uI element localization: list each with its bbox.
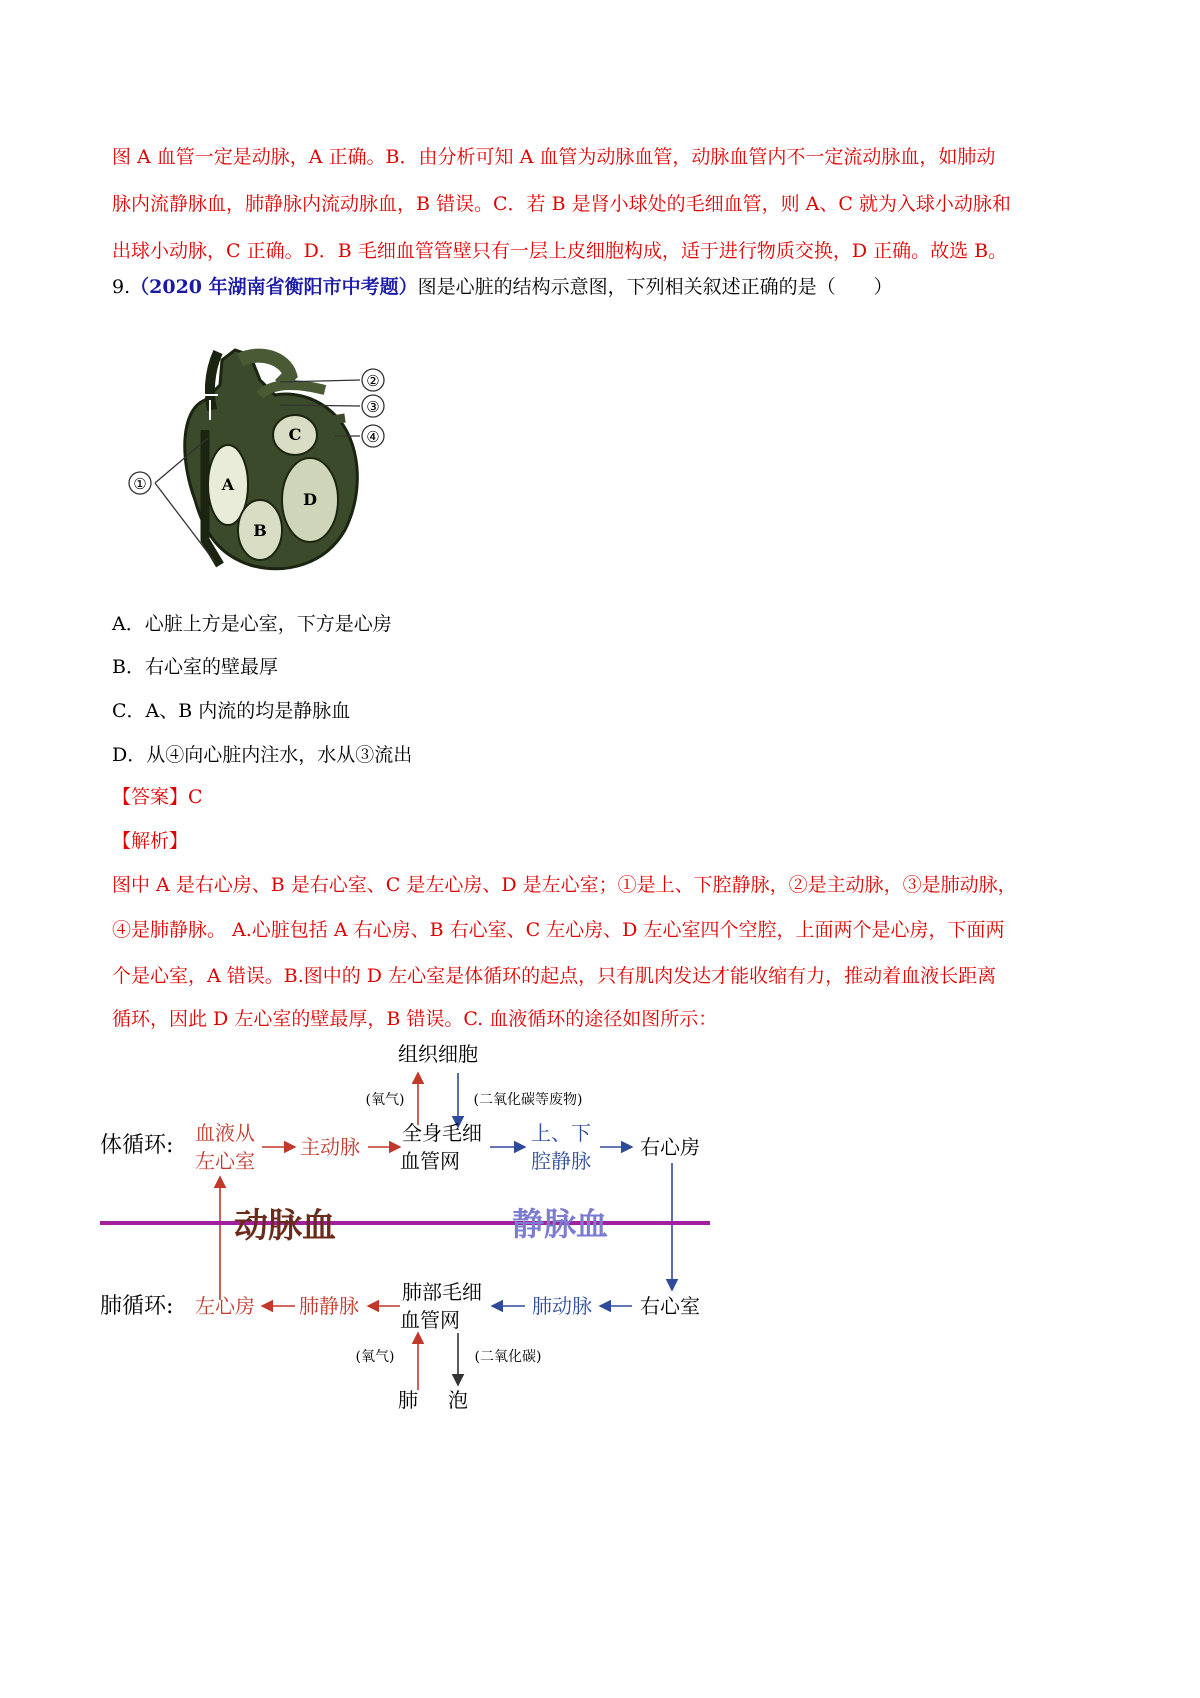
aorta: 主动脉	[300, 1135, 360, 1159]
oxygen-top: (氧气)	[365, 1092, 405, 1108]
analysis-line-1: 图中 A 是右心房、B 是右心室、C 是左心房、D 是左心室；①是上、下腔静脉，②是主动脉，③是肺动脉，	[112, 874, 1017, 896]
pulmonary-artery: 肺动脉	[532, 1294, 592, 1318]
co2-top: (二氧化碳等废物)	[473, 1092, 583, 1108]
systemic-capillary-1: 全身毛细	[402, 1121, 482, 1145]
alveoli-2: 泡	[448, 1388, 468, 1412]
heart-diagram	[110, 340, 410, 585]
label-C: C	[288, 425, 302, 444]
heart-illustration	[185, 350, 358, 569]
label-A: A	[221, 475, 235, 494]
analysis-line-4: 循环，因此 D 左心室的壁最厚，B 错误。C. 血液循环的途径如图所示：	[112, 1008, 718, 1030]
option-d: D．从④向心脏内注水，水从③流出	[112, 744, 413, 766]
analysis-line-2: ④是肺静脉。 A.心脏包括 A 右心房、B 右心室、C 左心房、D 左心室四个空腔，上面两个是心房，下面两	[112, 919, 1005, 941]
right-atrium: 右心房	[640, 1135, 700, 1159]
pulmonary-capillary-1: 肺部毛细	[402, 1280, 482, 1304]
label-B: B	[253, 521, 267, 540]
explanation-line-2: 脉内流静脉血，肺静脉内流动脉血，B 错误。C．若 B 是肾小球处的毛细血管，则 A、C 就为入球小动脉和	[112, 193, 1011, 215]
tissue-cells: 组织细胞	[398, 1042, 478, 1066]
option-b: B．右心室的壁最厚	[112, 656, 278, 678]
systemic-capillary-2: 血管网	[400, 1149, 460, 1173]
explanation-line-1: 图 A 血管一定是动脉，A 正确。B．由分析可知 A 血管为动脉血管，动脉血管内不一定流动脉血，如肺动	[112, 146, 996, 168]
oxygen-bottom: (氧气)	[355, 1349, 395, 1365]
systemic-label: 体循环:	[100, 1133, 174, 1158]
answer: 【答案】C	[112, 786, 203, 808]
pulmonary-capillary-2: 血管网	[400, 1308, 460, 1332]
vena-cava-1: 上、下	[531, 1121, 591, 1145]
option-a: A．心脏上方是心室，下方是心房	[112, 613, 392, 635]
label-2: ②	[366, 372, 380, 390]
label-D: D	[303, 490, 317, 509]
explanation-line-3: 出球小动脉，C 正确。D．B 毛细血管管壁只有一层上皮细胞构成，适于进行物质交换，D 正确。故选 B。	[112, 240, 1008, 262]
left-atrium: 左心房	[195, 1294, 255, 1318]
circulation-diagram	[100, 1035, 720, 1415]
option-c: C．A、B 内流的均是静脉血	[112, 700, 351, 722]
question-number: 9.	[112, 276, 131, 298]
pulmonary-vein: 肺静脉	[299, 1294, 359, 1318]
alveoli-1: 肺	[398, 1388, 418, 1412]
right-ventricle: 右心室	[640, 1294, 700, 1318]
analysis-title: 【解析】	[112, 830, 189, 852]
label-3: ③	[366, 398, 380, 416]
blood-from-lv-2: 左心室	[195, 1149, 255, 1173]
co2-bottom: (二氧化碳)	[474, 1349, 542, 1365]
blood-from-lv-1: 血液从	[195, 1121, 255, 1145]
arterial-blood-label: 动脉血	[234, 1206, 336, 1246]
vena-cava-2: 腔静脉	[531, 1149, 591, 1173]
question-9	[112, 272, 893, 299]
question-source: （2020 年湖南省衡阳市中考题）	[130, 276, 418, 298]
venous-blood-label: 静脉血	[511, 1205, 609, 1243]
label-4: ④	[366, 428, 380, 446]
question-stem: 图是心脏的结构示意图，下列相关叙述正确的是（ ）	[417, 276, 893, 298]
analysis-line-3: 个是心室，A 错误。B.图中的 D 左心室是体循环的起点，只有肌肉发达才能收缩有力，推动着血液长距离	[112, 965, 997, 987]
label-1: ①	[133, 475, 147, 493]
pulmonary-label: 肺循环:	[100, 1294, 174, 1319]
